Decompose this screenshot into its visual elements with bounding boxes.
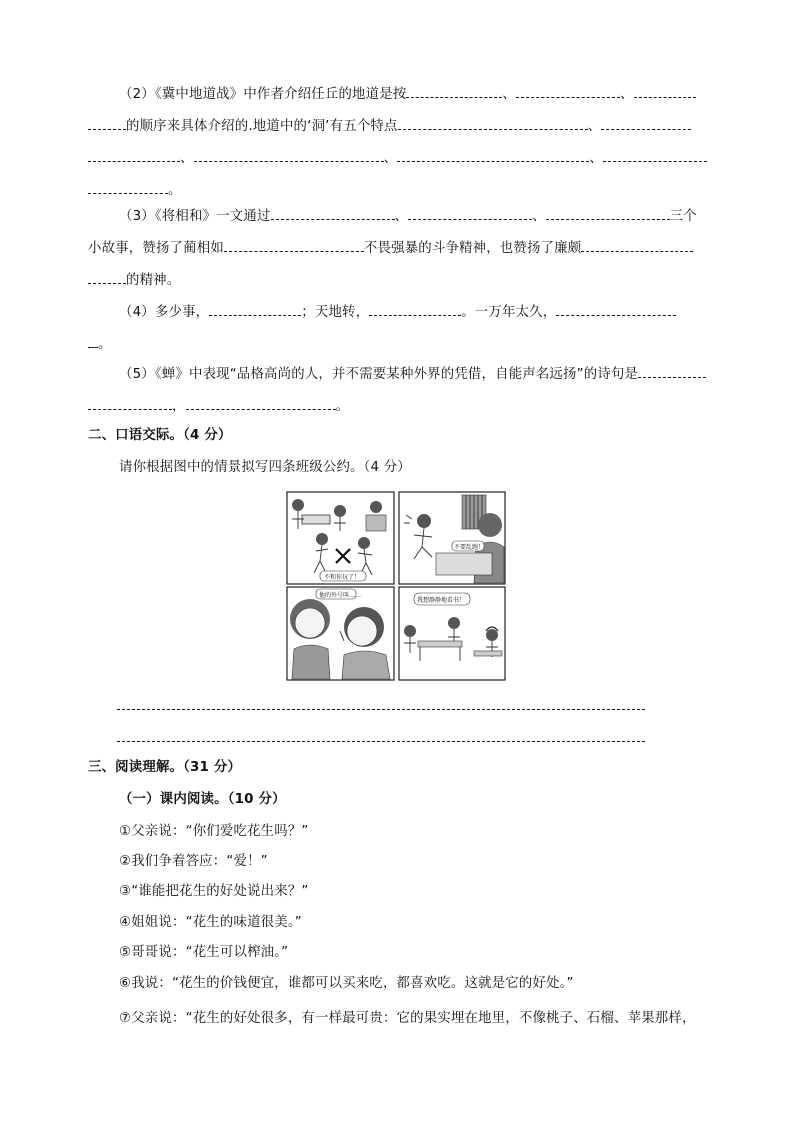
q4-text-1c: 。一万年太久，	[461, 305, 557, 320]
paragraph-5: ⑤哥哥说：“花生可以榨油。”	[119, 945, 289, 960]
panel4-caption: 我想静静地看书！	[417, 597, 466, 604]
comic-panel-3	[287, 587, 394, 680]
q3-blank-1[interactable]	[271, 206, 395, 220]
q5-line-2	[88, 396, 349, 417]
q3-sep-2: 、	[532, 209, 546, 224]
q4-blank-1[interactable]	[209, 302, 301, 316]
q3-blank-2[interactable]	[408, 206, 532, 220]
q3-blank-5[interactable]	[581, 238, 693, 252]
q3-text-3: 的精神。	[126, 273, 181, 288]
q2-blank-6[interactable]	[194, 148, 384, 162]
q5-text-1: （5）《蝉》中表现“品格高尚的人，并不需要某种外界的凭借，自能声名远扬”的诗句是	[119, 367, 639, 382]
q4-text-1b: ；天地转，	[301, 305, 370, 320]
q2-blank-3[interactable]	[634, 84, 696, 98]
q2-sep-2: 、	[620, 87, 634, 102]
q4-blank-2[interactable]	[369, 302, 461, 316]
q3-sep-1: 、	[394, 209, 409, 224]
comic-panel-1	[287, 492, 394, 584]
section3-heading: 三、阅读理解。（31 分）	[88, 760, 242, 775]
section2-prompt: 请你根据图中的情景拟写四条班级公约。（4 分）	[119, 460, 411, 475]
q4-blank-3[interactable]	[556, 302, 676, 316]
q2-line-4	[88, 180, 182, 201]
paragraph-6: ⑥我说：“花生的价钱便宜，谁都可以买来吃，都喜欢吃。这就是它的好处。”	[119, 976, 574, 991]
q2-blank-8[interactable]	[603, 148, 707, 162]
q2-sep-3: 、	[587, 119, 602, 134]
q4-blank-3b[interactable]	[88, 334, 98, 348]
class-rules-comic	[286, 491, 506, 681]
q5-line-1	[119, 364, 706, 385]
q2-text-2: 的顺序来具体介绍的.地道中的‘洞’有五个特点	[126, 119, 398, 134]
paragraph-3: ③“谁能把花生的好处说出来？”	[119, 884, 309, 899]
q2-sep-4: 、	[180, 151, 194, 166]
q3-blank-4[interactable]	[224, 238, 364, 252]
q5-blank-2[interactable]	[186, 396, 336, 410]
comic-panel-2	[399, 492, 505, 584]
q3-after: 三个	[669, 209, 697, 224]
q4-text-1a: （4）多少事，	[119, 305, 210, 320]
q2-blank-5[interactable]	[601, 116, 691, 130]
q3-line-2	[88, 238, 693, 259]
q2-blank-5b[interactable]	[88, 148, 180, 162]
q2-sep-1: 、	[502, 87, 517, 102]
q5-blank-1[interactable]	[638, 364, 706, 378]
q2-end: 。	[168, 183, 182, 198]
q2-line-2	[88, 116, 691, 137]
q2-text-1: （2）《冀中地道战》中作者介绍任丘的地道是按	[119, 87, 407, 102]
q3-text-2b: 不畏强暴的斗争精神，也赞扬了廉颇	[363, 241, 582, 256]
section2-heading: 二、口语交际。（4 分）	[88, 428, 232, 443]
panel1-caption: 不和你玩了！	[324, 574, 361, 581]
panel3-caption: 他的外号叫……	[319, 592, 362, 599]
paragraph-4: ④姐姐说：“花生的味道很美。”	[119, 915, 302, 930]
q3-blank-5b[interactable]	[88, 270, 126, 284]
q2-blank-8b[interactable]	[88, 180, 168, 194]
q3-line-3	[88, 270, 180, 291]
q2-sep-5: 、	[383, 151, 398, 166]
q4-end: 。	[98, 337, 112, 352]
q2-blank-2[interactable]	[516, 84, 620, 98]
paragraph-2: ②我们争着答应：“爱！”	[119, 854, 268, 869]
q2-line-1	[119, 84, 696, 105]
q3-text-1: （3）《将相和》一文通过	[119, 209, 271, 224]
q3-text-2a: 小故事，赞扬了蔺相如	[88, 241, 224, 256]
comic-panel-4	[399, 587, 505, 680]
q3-line-1	[119, 206, 697, 227]
paragraph-7: ⑦父亲说：“花生的好处很多，有一样最可贵：它的果实埋在地里，不像桃子、石榴、苹果那样，	[119, 1011, 696, 1026]
q2-blank-4[interactable]	[398, 116, 588, 130]
answer-line-2[interactable]	[117, 741, 645, 742]
q2-blank-1[interactable]	[406, 84, 502, 98]
q5-comma: ，	[172, 399, 186, 414]
q4-line-2	[88, 334, 112, 355]
q3-blank-3[interactable]	[546, 206, 670, 220]
q2-blank-7[interactable]	[397, 148, 589, 162]
panel2-caption: 不要乱跑！	[454, 544, 485, 551]
answer-line-1[interactable]	[117, 709, 645, 710]
q4-line-1	[119, 302, 676, 323]
section3-subheading: （一）课内阅读。（10 分）	[119, 792, 286, 807]
q5-blank-1b[interactable]	[88, 396, 172, 410]
paragraph-1: ①父亲说：“你们爱吃花生吗？”	[119, 824, 309, 839]
q5-end: 。	[335, 399, 350, 414]
q2-line-3	[88, 148, 707, 169]
q2-blank-3b[interactable]	[88, 116, 126, 130]
q2-sep-6: 、	[589, 151, 603, 166]
